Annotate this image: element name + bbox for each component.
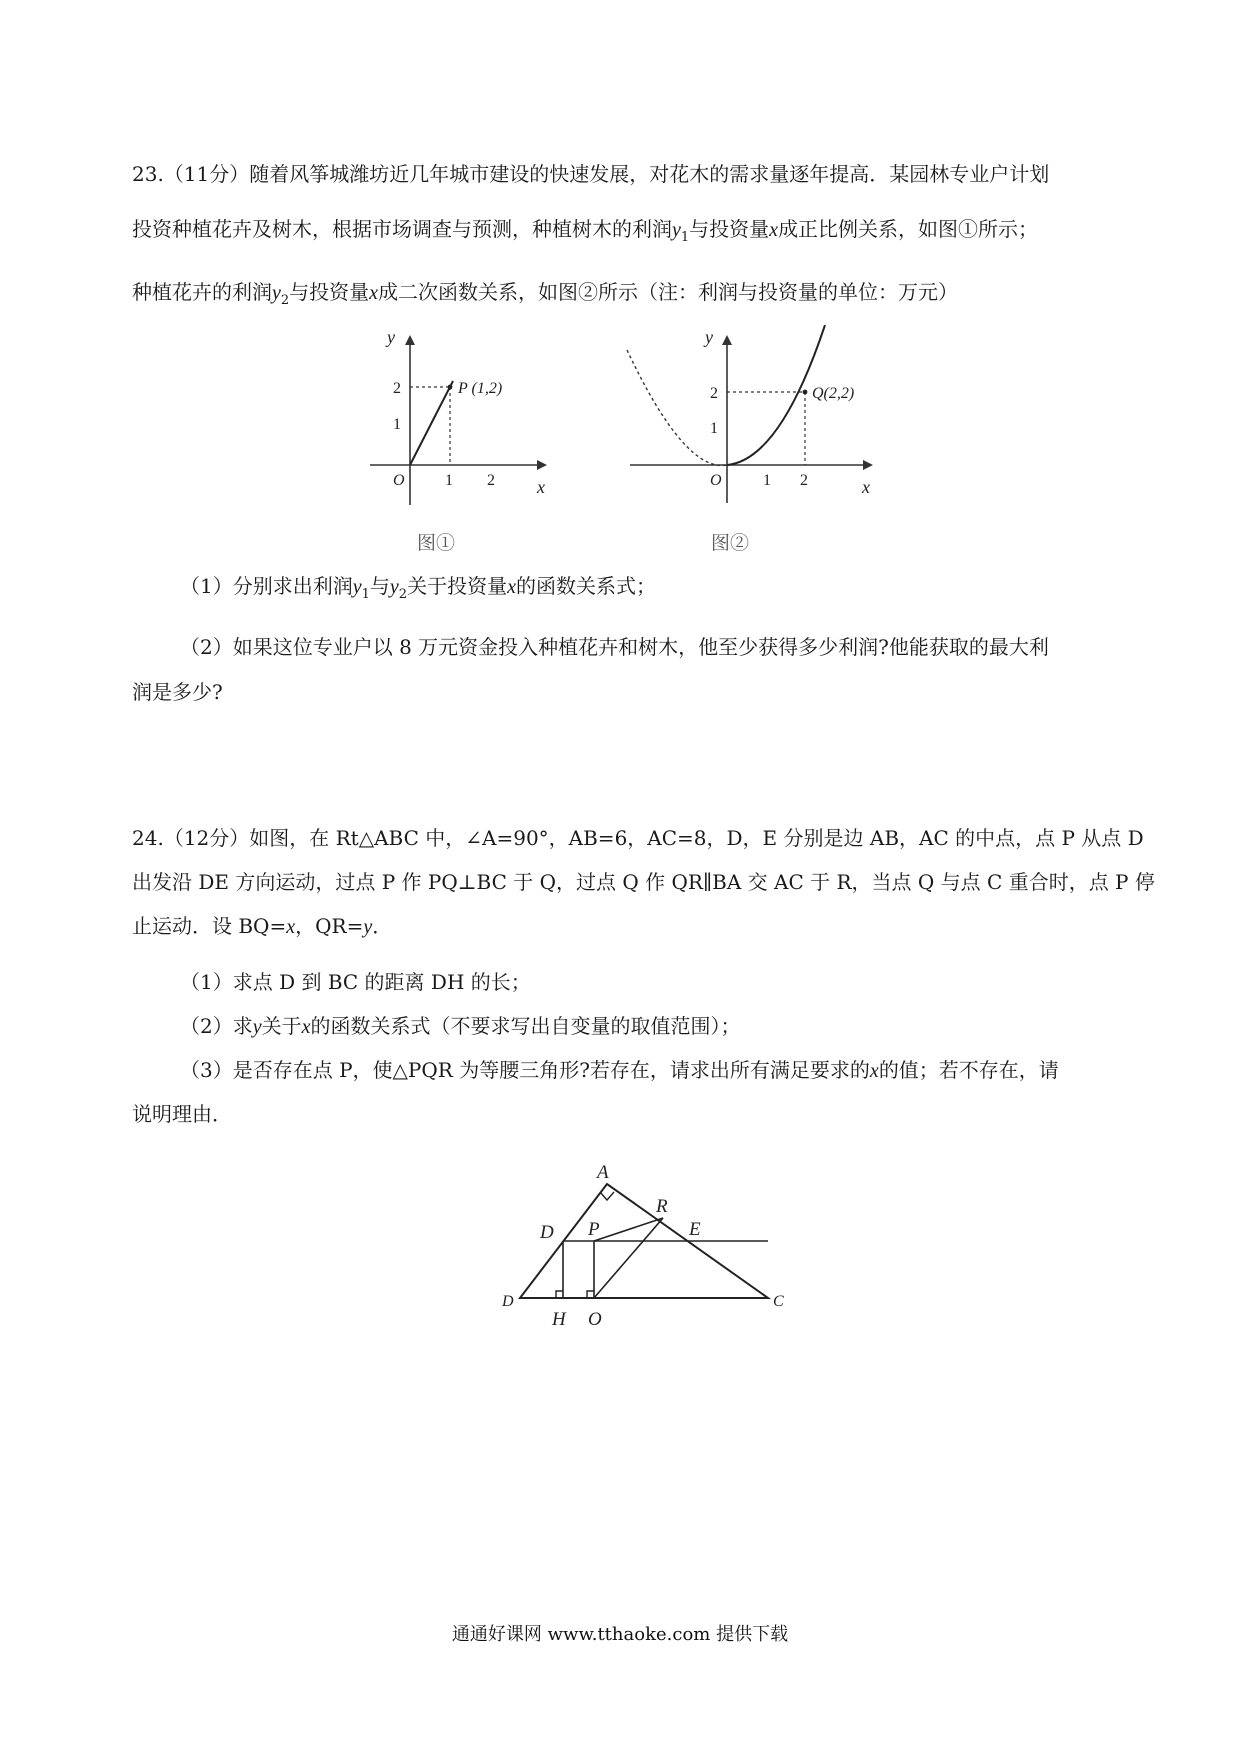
label-c: C bbox=[773, 1293, 784, 1310]
right-angle-mark-h bbox=[556, 1291, 563, 1298]
tick-x-1: 1 bbox=[445, 472, 453, 489]
point-p-label: P (1,2) bbox=[458, 380, 503, 397]
tick-x-2: 2 bbox=[800, 472, 808, 489]
p24-question-3: （3）是否存在点 P，使△PQR 为等腰三角形?若存在，请求出所有满足要求的x的值；若不存在，请 bbox=[180, 1058, 1059, 1082]
label-h: H bbox=[552, 1309, 566, 1330]
p23-line-2: 投资种植花卉及树木，根据市场调查与预测，种植树木的利润$y_1$与投资量x成正比例关系，如图①所示； bbox=[132, 217, 1039, 245]
origin-label: O bbox=[393, 472, 405, 489]
figure-2-caption: 图② bbox=[710, 532, 749, 554]
tick-x-1: 1 bbox=[763, 472, 771, 489]
label-p: P bbox=[588, 1219, 600, 1240]
label-r: R bbox=[656, 1196, 668, 1217]
p24-line-1: 24.（12分）如图，在 Rt△ABC 中，∠A=90°，AB=6，AC=8，D，E 分别是边 AB，AC 的中点，点 P 从点 D bbox=[132, 826, 1144, 850]
parabola-right-solid bbox=[727, 325, 825, 465]
tick-x-2: 2 bbox=[487, 472, 495, 489]
label-a: A bbox=[597, 1162, 609, 1183]
p24-line-3: 止运动．设 BQ=x，QR=y． bbox=[132, 914, 393, 938]
p23-line-3: 种植花卉的利润$y_2$与投资量x成二次函数关系，如图②所示（注：利润与投资量的单位：万元） bbox=[132, 280, 959, 308]
figure-1-linear-graph bbox=[365, 325, 565, 525]
tick-y-2: 2 bbox=[393, 380, 401, 397]
label-e: E bbox=[689, 1219, 701, 1240]
y-axis-label: y bbox=[705, 327, 713, 347]
parabola-left-dashed bbox=[627, 350, 727, 465]
point-q-label: Q(2,2) bbox=[812, 385, 855, 402]
p23-question-2-cont: 润是多少? bbox=[132, 680, 223, 704]
p24-question-3-cont: 说明理由． bbox=[132, 1102, 232, 1126]
p23-question-2: （2）如果这位专业户以 8 万元资金投入种植花卉和树木，他至少获得多少利润?他能获取的最大利 bbox=[180, 635, 1049, 659]
point-p bbox=[448, 385, 453, 390]
p24-question-2: （2）求y关于x的函数关系式（不要求写出自变量的取值范围）； bbox=[180, 1014, 741, 1038]
label-d: D bbox=[540, 1222, 554, 1243]
x-axis-arrow bbox=[863, 460, 873, 470]
line-y1 bbox=[410, 381, 453, 465]
origin-label: O bbox=[710, 472, 722, 489]
p24-line-2: 出发沿 DE 方向运动，过点 P 作 PQ⊥BC 于 Q，过点 Q 作 QR∥BA 交 AC 于 R，当点 Q 与点 C 重合时，点 P 停 bbox=[132, 870, 1155, 894]
point-q bbox=[803, 390, 808, 395]
y-axis-arrow bbox=[405, 335, 415, 345]
figure-2-parabola-graph bbox=[615, 325, 885, 525]
p23-line-1: 23.（11分）随着风筝城潍坊近几年城市建设的快速发展，对花木的需求量逐年提高．某园林专业户计划 bbox=[132, 162, 1050, 186]
x-axis-arrow bbox=[537, 460, 547, 470]
figure-1-caption: 图① bbox=[416, 532, 455, 554]
x-axis-label: x bbox=[862, 477, 870, 497]
label-b: D bbox=[502, 1293, 514, 1310]
y-axis-label: y bbox=[387, 327, 395, 347]
page-footer: 通通好课网 www.tthaoke.com 提供下载 bbox=[451, 1624, 789, 1645]
tick-y-2: 2 bbox=[710, 385, 718, 402]
p24-question-1: （1）求点 D 到 BC 的距离 DH 的长； bbox=[180, 970, 531, 994]
right-angle-mark-a bbox=[600, 1192, 614, 1200]
x-axis-label: x bbox=[537, 477, 545, 497]
label-q: O bbox=[588, 1309, 602, 1330]
figure-3-triangle bbox=[490, 1148, 800, 1338]
p23-question-1: （1）分别求出利润$y_1$与$y_2$关于投资量x的函数关系式； bbox=[180, 574, 656, 602]
tick-y-1: 1 bbox=[393, 416, 401, 433]
y-axis-arrow bbox=[722, 335, 732, 345]
tick-y-1: 1 bbox=[710, 420, 718, 437]
right-angle-mark-q bbox=[587, 1291, 594, 1298]
